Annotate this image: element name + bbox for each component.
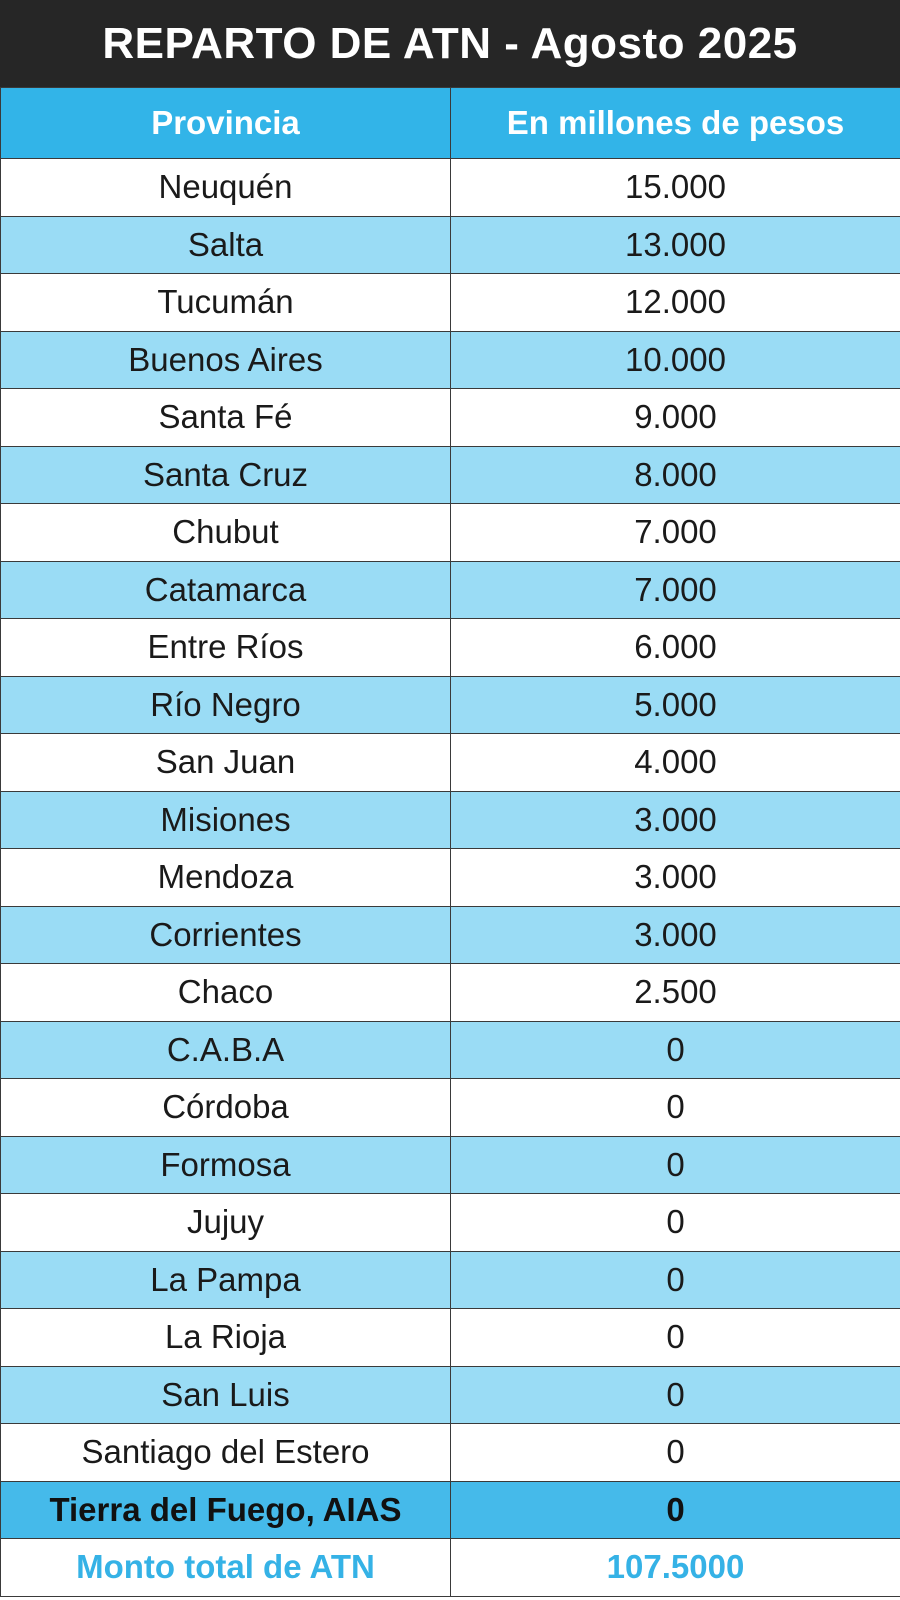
province-cell: La Rioja [1,1309,451,1367]
province-cell: Tucumán [1,274,451,332]
province-cell: Salta [1,216,451,274]
province-cell: Jujuy [1,1194,451,1252]
province-cell: Neuquén [1,159,451,217]
amount-cell: 0 [451,1194,900,1252]
table-row [1,1366,900,1424]
total-value: 107.5000 [451,1539,900,1597]
header-row [1,88,900,159]
table-row [1,216,900,274]
amount-cell: 6.000 [451,619,900,677]
table-row [1,964,900,1022]
province-cell: Misiones [1,791,451,849]
table-row [1,1021,900,1079]
province-cell: Catamarca [1,561,451,619]
table-row [1,331,900,389]
province-cell: Entre Ríos [1,619,451,677]
table-row [1,849,900,907]
amount-cell: 4.000 [451,734,900,792]
total-label: Monto total de ATN [1,1539,451,1597]
province-cell: Chubut [1,504,451,562]
table-row [1,446,900,504]
province-cell: San Luis [1,1366,451,1424]
amount-cell: 8.000 [451,446,900,504]
province-cell: San Juan [1,734,451,792]
amount-cell: 0 [451,1251,900,1309]
amount-cell: 0 [451,1424,900,1482]
table-row [1,1251,900,1309]
province-cell: Chaco [1,964,451,1022]
column-header-province: Provincia [1,88,451,159]
amount-cell: 0 [451,1366,900,1424]
amount-cell: 3.000 [451,791,900,849]
amount-cell: 0 [451,1021,900,1079]
amount-cell: 0 [451,1481,900,1539]
amount-cell: 7.000 [451,561,900,619]
amount-cell: 7.000 [451,504,900,562]
table-row [1,676,900,734]
province-cell: Tierra del Fuego, AIAS [1,1481,451,1539]
amount-cell: 5.000 [451,676,900,734]
amount-cell: 10.000 [451,331,900,389]
table-row [1,619,900,677]
page-title: REPARTO DE ATN - Agosto 2025 [102,18,798,68]
table-row [1,561,900,619]
province-cell: Río Negro [1,676,451,734]
table-row [1,1481,900,1539]
amount-cell: 13.000 [451,216,900,274]
amount-cell: 0 [451,1079,900,1137]
table-row [1,1136,900,1194]
amount-cell: 3.000 [451,849,900,907]
amount-cell: 0 [451,1309,900,1367]
province-cell: La Pampa [1,1251,451,1309]
column-header-amount: En millones de pesos [451,88,900,159]
table-row [1,906,900,964]
table-body [1,159,900,1539]
table-row [1,734,900,792]
atn-table [0,87,900,1597]
amount-cell: 0 [451,1136,900,1194]
amount-cell: 9.000 [451,389,900,447]
table-row [1,1309,900,1367]
table-row [1,274,900,332]
province-cell: Mendoza [1,849,451,907]
table-row [1,1424,900,1482]
amount-cell: 12.000 [451,274,900,332]
table-row [1,1194,900,1252]
province-cell: Formosa [1,1136,451,1194]
table-row [1,1079,900,1137]
amount-cell: 2.500 [451,964,900,1022]
amount-cell: 15.000 [451,159,900,217]
table-row [1,791,900,849]
province-cell: C.A.B.A [1,1021,451,1079]
province-cell: Santa Cruz [1,446,451,504]
table-row [1,504,900,562]
amount-cell: 3.000 [451,906,900,964]
title-bar [0,0,900,87]
total-row [1,1539,900,1597]
province-cell: Santa Fé [1,389,451,447]
table-row [1,159,900,217]
province-cell: Buenos Aires [1,331,451,389]
province-cell: Córdoba [1,1079,451,1137]
province-cell: Corrientes [1,906,451,964]
province-cell: Santiago del Estero [1,1424,451,1482]
table-row [1,389,900,447]
